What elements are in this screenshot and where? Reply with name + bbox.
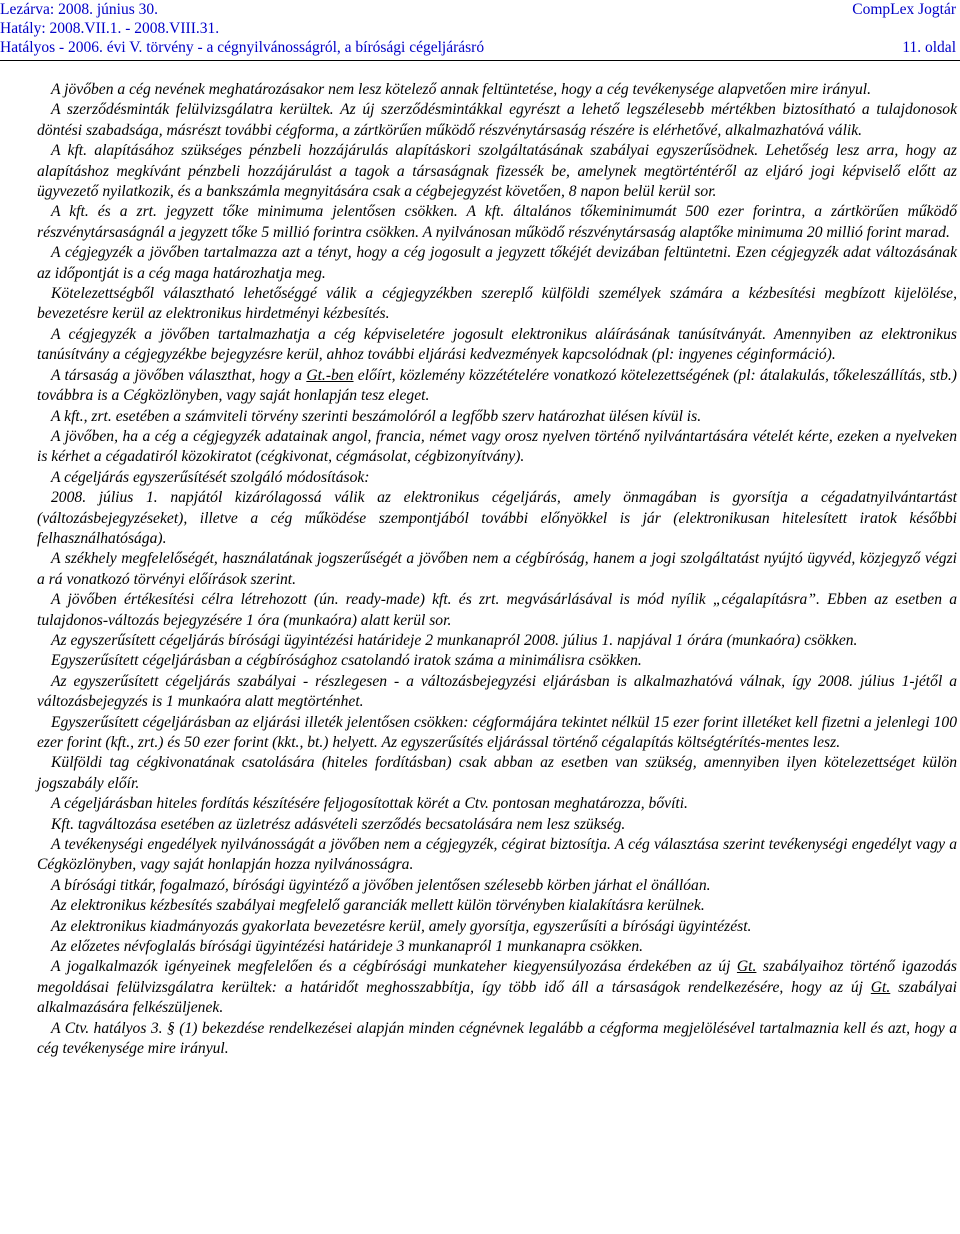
paragraph-text: A társaság a jövőben választhat, hogy a	[51, 366, 307, 384]
paragraph-text: Az előzetes névfoglalás bírósági ügyintézési határideje 3 munkanapról 1 munkanapra csökken.	[51, 938, 644, 956]
paragraph-text: A bírósági titkár, fogalmazó, bírósági ügyintéző a jövőben jelentősen szélesebb körben járhat el önállóan.	[51, 876, 711, 894]
body-paragraph	[37, 590, 957, 631]
body-paragraph	[37, 468, 957, 488]
body-paragraph	[37, 631, 957, 651]
body-paragraph	[37, 366, 957, 407]
header-left-block	[0, 0, 484, 57]
body-paragraph	[37, 876, 957, 896]
body-paragraph	[37, 713, 957, 754]
paragraph-text: Kft. tagváltozása esetében az üzletrész adásvételi szerződés becsatolására nem lesz szükség.	[51, 815, 626, 833]
body-paragraph	[37, 202, 957, 243]
validity-period: Hatály: 2008.VII.1. - 2008.VIII.31.	[0, 20, 220, 37]
paragraph-text: szabályaihoz történő igazodás megoldásai felülvizsgálatra kerültek: a határidőt meghosszabbítja, így több idő áll a társaságok rendelkezésére, hogy az új	[37, 958, 957, 996]
law-reference-link[interactable]: Gt.-ben	[306, 366, 354, 384]
body-paragraph	[37, 835, 957, 876]
body-paragraph	[37, 243, 957, 284]
paragraph-text: 2008. július 1. napjától kizárólagossá válik az elektronikus cégeljárás, amely önmagában is gyorsítja a cégadatnyilvántartást (változásbejegyzéseket), illetve a cég működése szempontjából további előnyökkel is jár (elektronikusan hitelesített iratok későbbi felhasználhatósága).	[37, 489, 957, 547]
body-paragraph	[37, 937, 957, 957]
paragraph-text: Az egyszerűsített cégeljárás szabályai - részlegesen - a változásbejegyzési eljárásban is alkalmazhatóvá válnak, így 2008. július 1-jétől a változásbejegyzés is 1 munkaóra alatt megtörténhet.	[37, 672, 957, 711]
paragraph-text: A cégjegyzék a jövőben tartalmazhatja a cég képviseletére jogosult elektronikus aláírásának tanúsítványát. Amennyiben az elektronikus tanúsítvány a cégjegyzékbe bejegyzésre kerül, ahhoz további eljárási kedvezmények kapcsolódnak (pl: ingyenes céginformáció).	[37, 325, 957, 364]
paragraph-text: Külföldi tag cégkivonatának csatolására (hiteles fordításban) csak abban az esetben van szükség, amennyiben ilyen kötelezettséget külön jogszabály előír.	[37, 754, 957, 792]
paragraph-text: Egyszerűsített cégeljárásban az eljárási illeték jelentősen csökken: cégformájára tekintet nélkül 15 ezer forint illetéket kell fizetni a jelenlegi 100 ezer forint (kft., zrt.) és 50 ezer forint (kkt., bt.) helyett. Az egyszerűsítés eljárással történő cégalapítás költségtérítés-mentes lesz.	[37, 713, 957, 751]
paragraph-text: A jogalkalmazók igényeinek megfelelően és a cégbírósági munkateher kiegyensúlyozása érdekében az új	[51, 958, 737, 976]
law-reference-link[interactable]: Gt.	[870, 978, 891, 996]
body-paragraph	[37, 284, 957, 325]
closing-date: Lezárva: 2008. június 30.	[0, 1, 158, 18]
document-header	[0, 0, 960, 58]
body-paragraph	[37, 651, 957, 671]
paragraph-text: A jövőben értékesítési célra létrehozott (ún. ready-made) kft. és zrt. megvásárlásával is mód nyílik „cégalapításra”. Ebben az esetben a tulajdonos-változás bejegyzésére 1 óra (munkaóra) alatt kerül sor.	[37, 591, 957, 629]
paragraph-text: A kft. és a zrt. jegyzett tőke minimuma jelentősen csökken. A kft. általános tőkeminimumát 500 ezer forintra, a zártkörűen működő részvénytársaságnál a jegyzett tőke 5 millió forintra csökken. A nyilvánosan működő részvénytársaság alaptőke minimuma 20 millió forint marad.	[37, 203, 957, 241]
paragraph-text: A jövőben a cég nevének meghatározásakor nem lesz kötelező annak feltüntetése, hogy a cég tevékenysége alapvetően mire irányul.	[51, 81, 871, 98]
body-paragraph	[37, 957, 957, 1018]
body-paragraph	[37, 325, 957, 366]
paragraph-text: A székhely megfelelőségét, használatának jogszerűségét a jövőben nem a cégbíróság, hanem a jogi szolgáltatást nyújtó ügyvéd, közjegyző végzi a rá vonatkozó törvényi előírások szerint.	[37, 550, 957, 588]
body-paragraph	[37, 100, 957, 141]
paragraph-text: A cégeljárás egyszerűsítését szolgáló módosítások:	[51, 468, 370, 486]
body-paragraph	[37, 753, 957, 794]
paragraph-text: Az egyszerűsített cégeljárás bírósági ügyintézési határideje 2 munkanapról 2008. július 1. napjával 1 órára (munkaóra) csökken.	[51, 631, 858, 649]
document-body	[37, 80, 957, 1060]
body-paragraph	[37, 672, 957, 713]
paragraph-text: A kft., zrt. esetében a számviteli törvény szerinti beszámolóról a legfőbb szerv határozhat ülésen kívül is.	[51, 407, 702, 425]
body-paragraph	[37, 549, 957, 590]
body-paragraph	[37, 1019, 957, 1060]
law-title: Hatályos - 2006. évi V. törvény - a cégnyilvánosságról, a bírósági cégeljárásró	[0, 39, 485, 56]
paragraph-text: A jövőben, ha a cég a cégjegyzék adatainak angol, francia, német vagy orosz nyelven történő nyilvántartására vételét kérte, ezeken a nyelveken is kérhet a cégadatiról közokiratot (cégkivonat, cégmásolat, cégbizonyítvány).	[37, 427, 957, 466]
paragraph-text: előírt, közlemény közzétételére vonatkozó kötelezettségének (pl: átalakulás, tőkeleszállítás, stb.) továbbra is a Cégközlönyben, vagy saját honlapján tesz eleget.	[37, 366, 957, 405]
page-number: 11. oldal	[902, 39, 956, 56]
body-paragraph	[37, 427, 957, 468]
paragraph-text: Az elektronikus kiadmányozás gyakorlata bevezetésre kerül, amely gyorsítja, egyszerűsíti a bírósági ügyintézést.	[51, 917, 752, 935]
paragraph-text: Az elektronikus kézbesítés szabályai megfelelő garanciák mellett külön törvényben kialakításra kerülnek.	[51, 897, 705, 915]
paragraph-text: A cégjegyzék a jövőben tartalmazza azt a tényt, hogy a cég jogosult a jegyzett tőkéjét devizában feltüntetni. Ezen cégjegyzék adat változásának az időpontját is a cég maga határozhatja meg.	[37, 244, 957, 282]
paragraph-text: A tevékenységi engedélyek nyilvánosságát a jövőben nem a cégjegyzék, cégirat biztosítja. A cég választása szerint tevékenységi engedélyt vagy a Cégközlönyben, vagy saját honlapján hozza nyilvánosságra.	[37, 836, 957, 874]
brand-name: CompLex Jogtár	[852, 1, 956, 18]
paragraph-text: szabályai alkalmazására felkészüljenek.	[37, 978, 957, 1017]
header-divider	[0, 60, 960, 61]
paragraph-text: A szerződésminták felülvizsgálatra kerültek. Az új szerződésmintákkal egyrészt a lehető legszélesebb mértékben biztosítható a tulajdonosok döntési szabadsága, másrészt további cégforma, a zártkörűen működő részvénytársaság részére is elérhetővé, alkalmazhatóvá válik.	[37, 101, 957, 139]
body-paragraph	[37, 815, 957, 835]
body-paragraph	[37, 917, 957, 937]
body-paragraph	[37, 141, 957, 202]
body-paragraph	[37, 488, 957, 549]
paragraph-text: A Ctv. hatályos 3. § (1) bekezdése rendelkezései alapján minden cégnévnek legalább a cégforma megjelölésével tartalmaznia kell és azt, hogy a cég tevékenysége mire irányul.	[37, 1019, 957, 1058]
paragraph-text: A kft. alapításához szükséges pénzbeli hozzájárulás alapításkori szolgáltatásának szabályai egyszerűsödnek. Lehetőség lesz arra, hogy az alapításhoz megkívánt pénzbeli hozzájárulást a tagok a társaságnak fizessék be, amelynek megtörténtéről az eljáró jogi képviselő előtt az ügyvezető nyilatkozik, és a bankszámla megnyitására csak a cégbejegyzést követően, 8 napon belül kerül sor.	[37, 142, 957, 201]
body-paragraph	[37, 794, 957, 814]
body-paragraph	[37, 896, 957, 916]
paragraph-text: A cégeljárásban hiteles fordítás készítésére feljogosítottak körét a Ctv. pontosan meghatározza, bővíti.	[51, 795, 688, 813]
body-paragraph	[37, 407, 957, 427]
body-paragraph	[37, 80, 957, 100]
paragraph-text: Kötelezettségből választható lehetőséggé válik a cégjegyzékben szereplő külföldi személyek számára a kézbesítési megbízott kijelölése, bevezetésre kerül az elektronikus hirdetményi kézbesítés.	[37, 285, 957, 323]
paragraph-text: Egyszerűsített cégeljárásban a cégbírósághoz csatolandó iratok száma a minimálisra csökken.	[51, 652, 642, 670]
law-reference-link[interactable]: Gt.	[736, 958, 757, 976]
